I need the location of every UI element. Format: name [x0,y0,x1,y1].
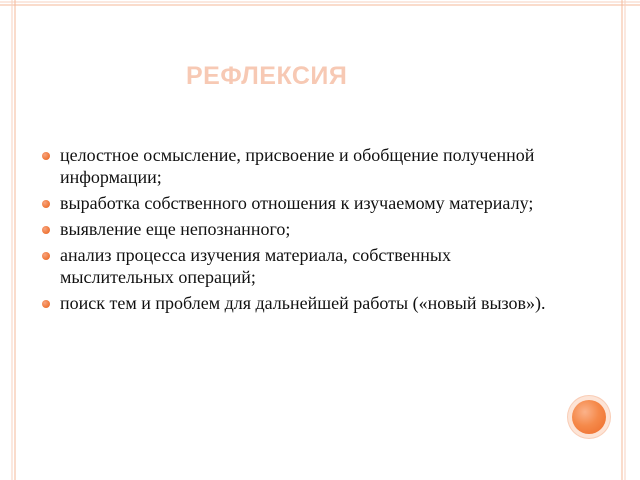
slide-title: РЕФЛЕКСИЯ [186,62,348,90]
bullet-dot-icon [42,152,50,160]
bullet-text: целостное осмысление, присвоение и обобщение полученной информации; [60,145,535,187]
list-item [40,218,560,240]
decorative-orange-circle-icon [572,400,606,434]
bullet-list [40,144,560,318]
bullet-text: поиск тем и проблем для дальнейшей работы («новый вызов»). [60,293,546,313]
bullet-text: анализ процесса изучения материала, собственных мыслительных операций; [60,245,451,287]
bullet-dot-icon [42,300,50,308]
bullet-dot-icon [42,200,50,208]
bullet-text: выработка собственного отношения к изучаемому материалу; [60,193,534,213]
bullet-text: выявление еще непознанного; [60,219,291,239]
bullet-dot-icon [42,252,50,260]
bullet-dot-icon [42,226,50,234]
list-item [40,192,560,214]
list-item [40,244,560,288]
list-item [40,292,560,314]
list-item [40,144,560,188]
